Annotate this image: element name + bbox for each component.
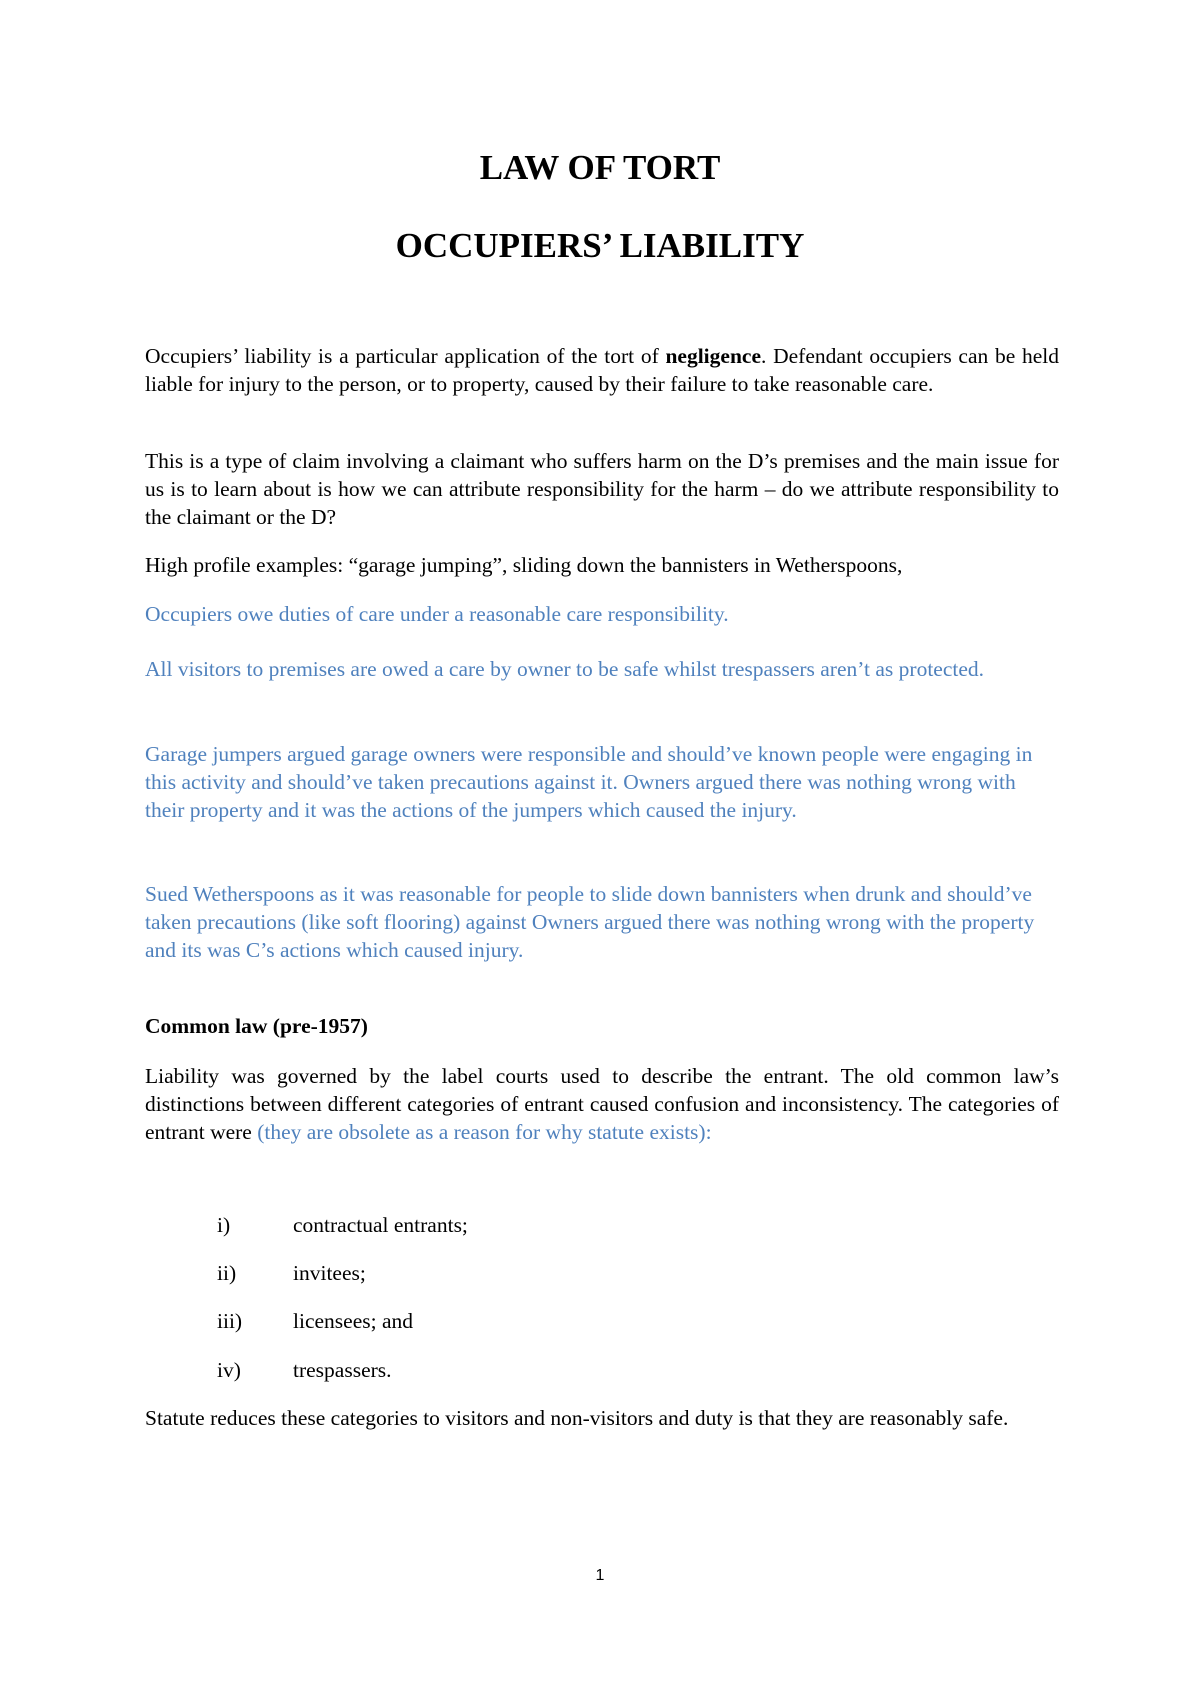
list-item-text: invitees;: [293, 1261, 366, 1285]
list-item: [217, 1356, 1017, 1384]
note-paragraph: Occupiers owe duties of care under a reasonable care responsibility.: [145, 602, 729, 626]
section-body-paragraph: [145, 1062, 1059, 1146]
list-item-number: i): [217, 1213, 231, 1237]
page-number: 1: [595, 1567, 605, 1584]
list-item-text: trespassers.: [293, 1358, 392, 1382]
list-item: [217, 1307, 1017, 1335]
list-item: [217, 1211, 1017, 1239]
intro-bold-term: negligence: [665, 344, 761, 368]
note-paragraph: All visitors to premises are owed a care by owner to be safe whilst trespassers aren’t as protected.: [145, 657, 985, 681]
note-paragraph: Sued Wetherspoons as it was reasonable for people to slide down bannisters when drunk and should’ve taken precautions (like soft flooring) against Owners argued there was nothing wrong with the property and its was C’s actions which caused injury.: [145, 882, 1035, 962]
note-paragraph: Garage jumpers argued garage owners were responsible and should’ve known people were engaging in this activity and should’ve taken precautions against it. Owners argued there was nothing wrong with their property and it was the actions of the jumpers which caused the injury.: [145, 742, 1033, 822]
intro-text-end: . Defendant occupiers can be held liable for injury to the person, or to property, caused by their failure to take reasonable care.: [145, 344, 1059, 396]
claim-paragraph: This is a type of claim involving a claimant who suffers harm on the D’s premises and the main issue for us is to learn about is how we can attribute responsibility for the harm – do we attribute responsibility to the claimant or the D?: [145, 449, 1059, 529]
section-body-text: Liability was governed by the label courts used to describe the entrant. The old common law’s distinctions between different categories of entrant caused confusion and inconsistency. The categories of entrant were: [145, 1064, 1059, 1144]
intro-paragraph: [145, 342, 1059, 398]
section-body-note: (they are obsolete as a reason for why statute exists):: [257, 1120, 712, 1144]
examples-paragraph: High profile examples: “garage jumping”, sliding down the bannisters in Wetherspoons,: [145, 553, 903, 577]
list-item-number: ii): [217, 1261, 237, 1285]
section-heading: Common law (pre-1957): [145, 1014, 368, 1038]
list-item-number: iii): [217, 1309, 243, 1333]
list-item-text: licensees; and: [293, 1309, 413, 1333]
document-subtitle: OCCUPIERS’ LIABILITY: [395, 226, 805, 265]
intro-text-start: Occupiers’ liability is a particular application of the tort of: [145, 344, 666, 368]
list-item-number: iv): [217, 1358, 241, 1382]
closing-paragraph: Statute reduces these categories to visitors and non-visitors and duty is that they are reasonably safe.: [145, 1406, 1009, 1430]
list-item-text: contractual entrants;: [293, 1213, 468, 1237]
document-title: LAW OF TORT: [479, 148, 721, 187]
list-item: [217, 1259, 1017, 1287]
